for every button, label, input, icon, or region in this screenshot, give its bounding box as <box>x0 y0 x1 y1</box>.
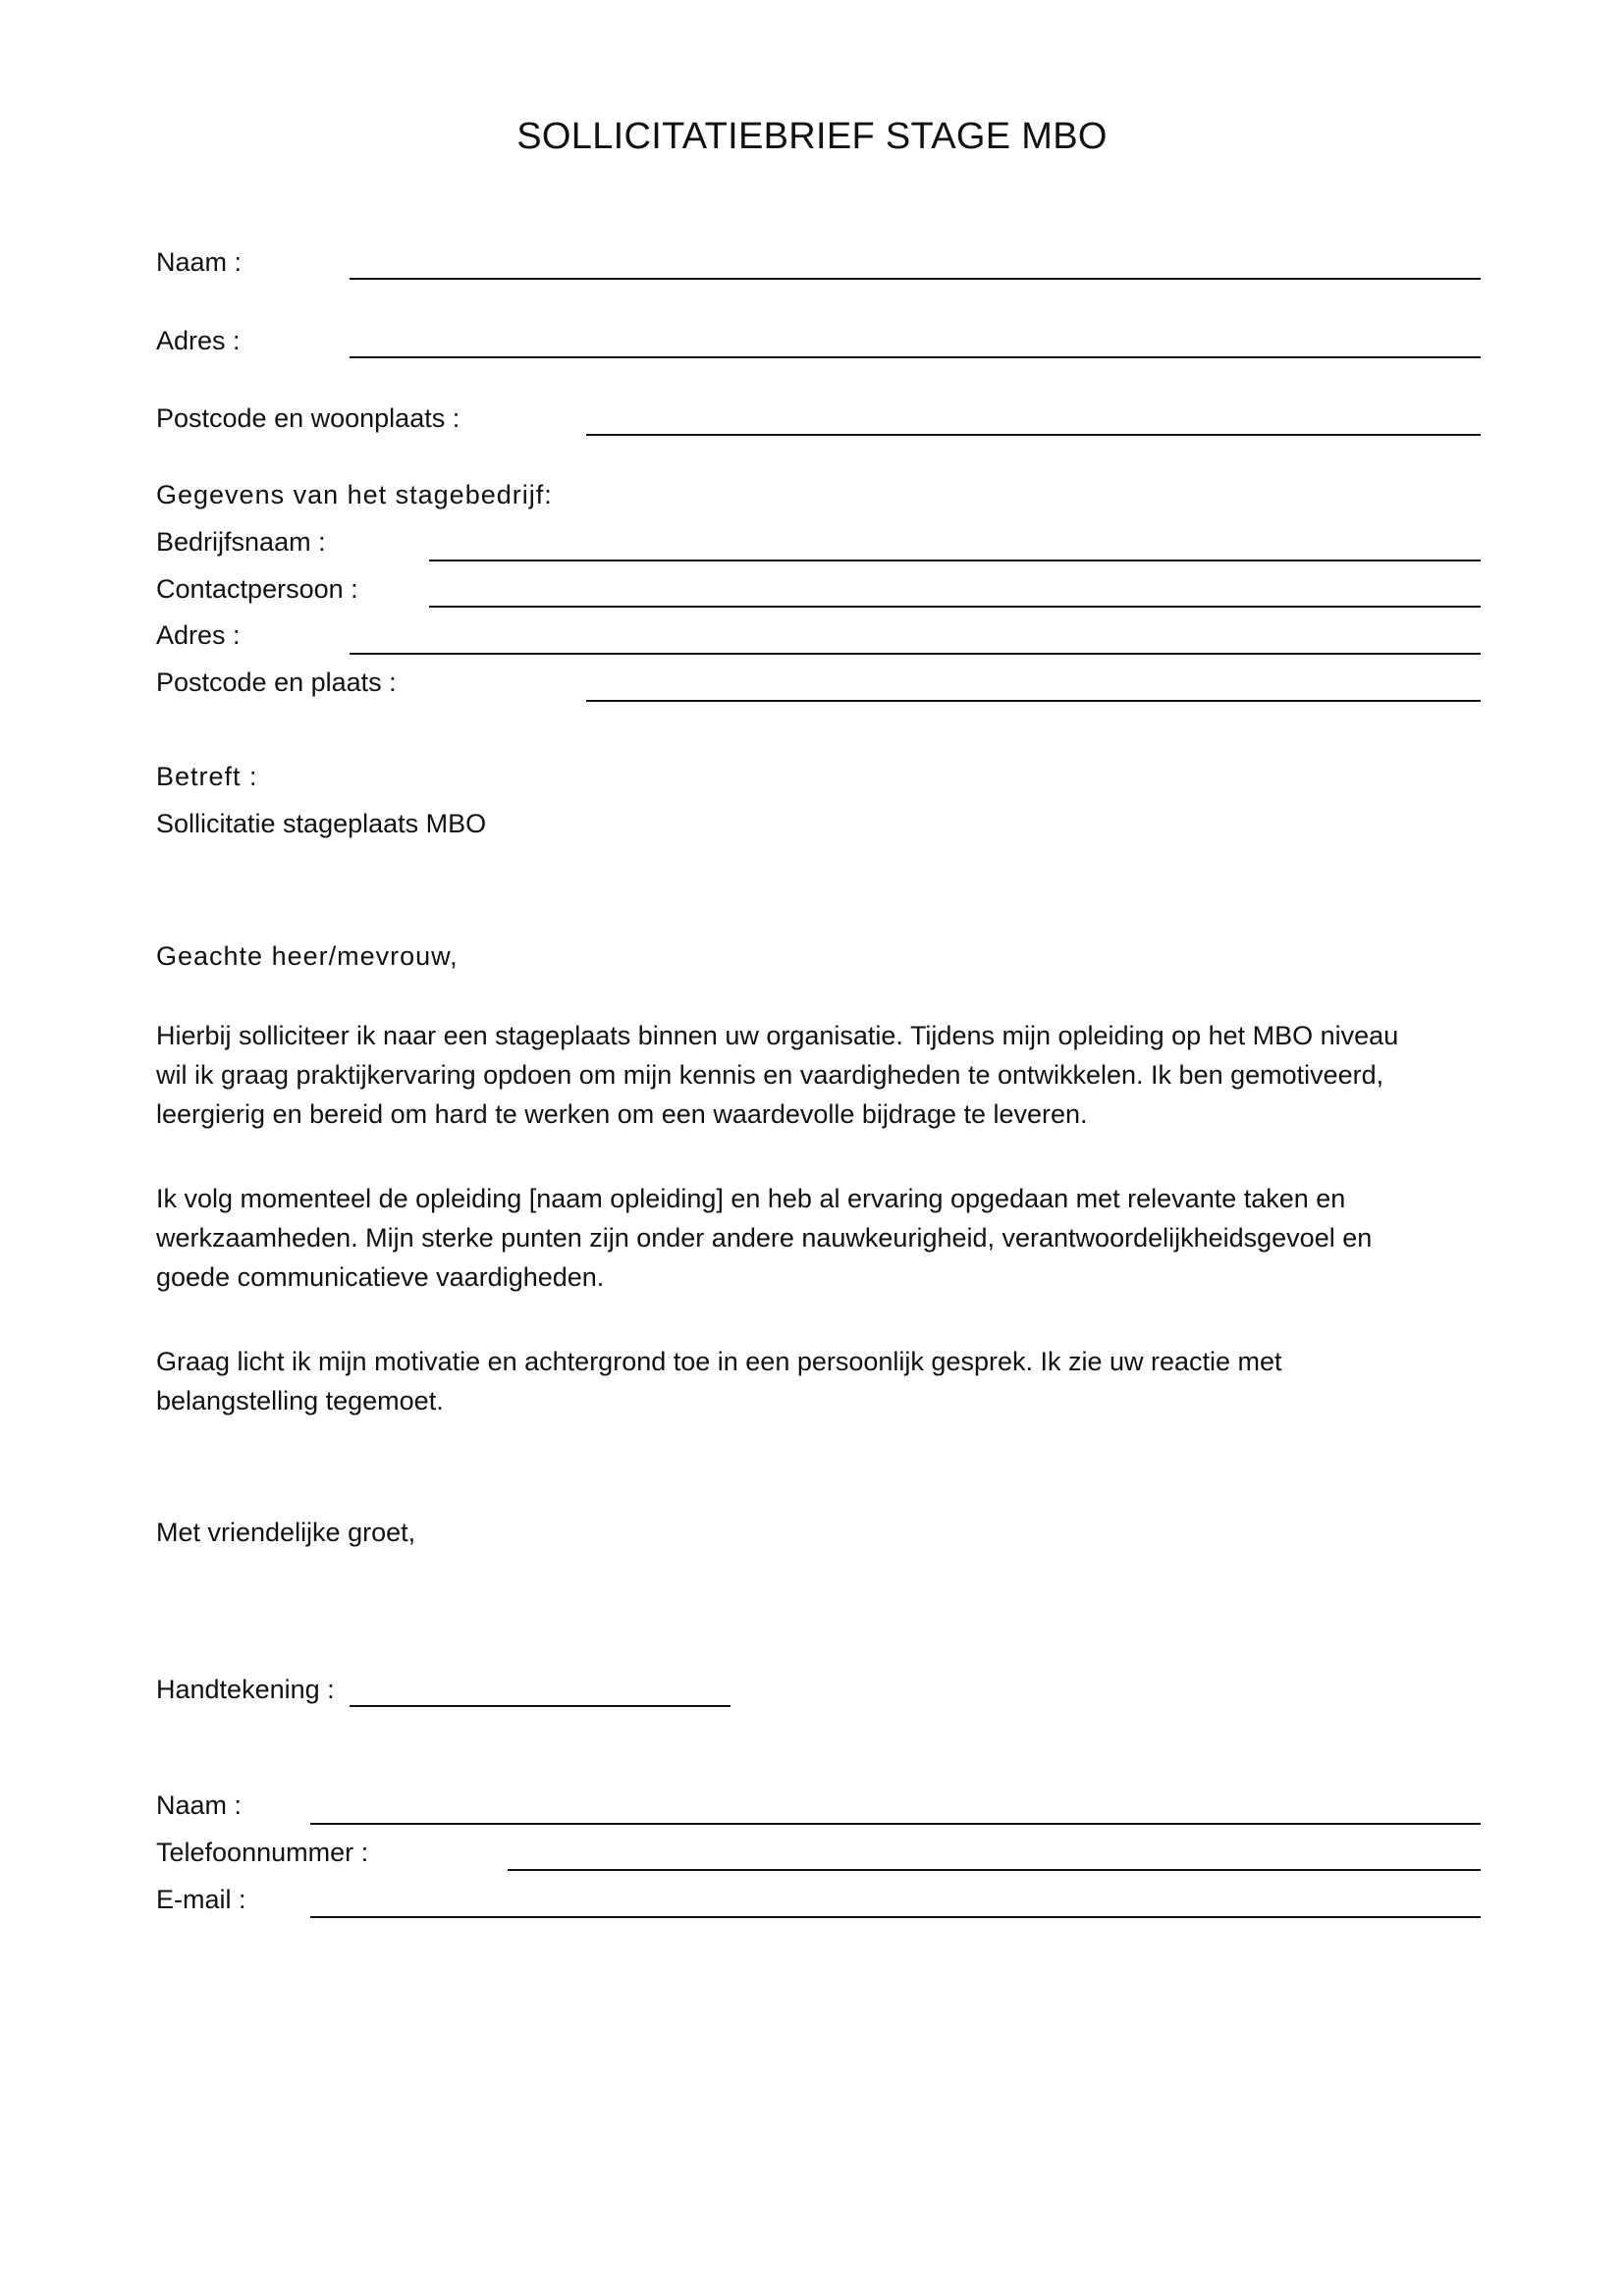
company-address-field[interactable] <box>350 653 1481 655</box>
company-postcode-label: Postcode en plaats : <box>156 667 397 697</box>
paragraph-line: wil ik graag praktijkervaring opdoen om mijn kennis en vaardigheden te ontwikkelen. Ik ben gemotiveerd, <box>156 1060 1384 1090</box>
document-title: SOLLICITATIEBRIEF STAGE MBO <box>516 116 1108 157</box>
applicant-address-label: Adres : <box>156 326 241 355</box>
contact-person-label: Contactpersoon : <box>156 574 358 604</box>
company-name-label: Bedrijfsnaam : <box>156 527 326 557</box>
contact-name-label: Naam : <box>156 1790 243 1820</box>
paragraph-line: belangstelling tegemoet. <box>156 1386 444 1415</box>
contact-name-field[interactable] <box>310 1823 1481 1825</box>
phone-label: Telefoonnummer : <box>156 1838 369 1867</box>
phone-field[interactable] <box>508 1869 1481 1871</box>
company-address-label: Adres : <box>156 620 241 650</box>
salutation: Geachte heer/mevrouw, <box>156 941 459 971</box>
signature-label: Handtekening : <box>156 1675 335 1704</box>
applicant-postcode-field[interactable] <box>586 434 1481 436</box>
letter-paragraph-3 <box>156 1342 1491 1420</box>
paragraph-line: Graag licht ik mijn motivatie en achtergrond toe in een persoonlijk gesprek. Ik zie uw reactie met <box>156 1347 1282 1376</box>
applicant-name-label: Naam : <box>156 247 243 277</box>
applicant-postcode-label: Postcode en woonplaats : <box>156 403 460 433</box>
signature-field[interactable] <box>350 1705 731 1707</box>
company-name-field[interactable] <box>429 560 1481 561</box>
paragraph-line: leergierig en bereid om hard te werken om een waardevolle bijdrage te leveren. <box>156 1099 1088 1129</box>
letter-paragraph-1 <box>156 1016 1491 1134</box>
email-field[interactable] <box>310 1916 1481 1918</box>
email-label: E-mail : <box>156 1885 246 1914</box>
contact-person-field[interactable] <box>429 606 1481 608</box>
company-postcode-field[interactable] <box>586 700 1481 702</box>
subject-label: Betreft : <box>156 762 258 791</box>
company-heading: Gegevens van het stagebedrijf: <box>156 480 553 509</box>
paragraph-line: Ik volg momenteel de opleiding [naam opleiding] en heb al ervaring opgedaan met relevante taken en <box>156 1184 1346 1213</box>
paragraph-line: werkzaamheden. Mijn sterke punten zijn onder andere nauwkeurigheid, verantwoordelijkheidsgevoel en <box>156 1223 1373 1253</box>
applicant-name-field[interactable] <box>350 278 1481 280</box>
paragraph-line: Hierbij solliciteer ik naar een stageplaats binnen uw organisatie. Tijdens mijn opleiding op het MBO niveau <box>156 1021 1399 1050</box>
letter-paragraph-2 <box>156 1179 1491 1297</box>
closing: Met vriendelijke groet, <box>156 1518 416 1547</box>
paragraph-line: goede communicatieve vaardigheden. <box>156 1262 605 1292</box>
applicant-address-field[interactable] <box>350 356 1481 358</box>
subject-value: Sollicitatie stageplaats MBO <box>156 809 487 838</box>
